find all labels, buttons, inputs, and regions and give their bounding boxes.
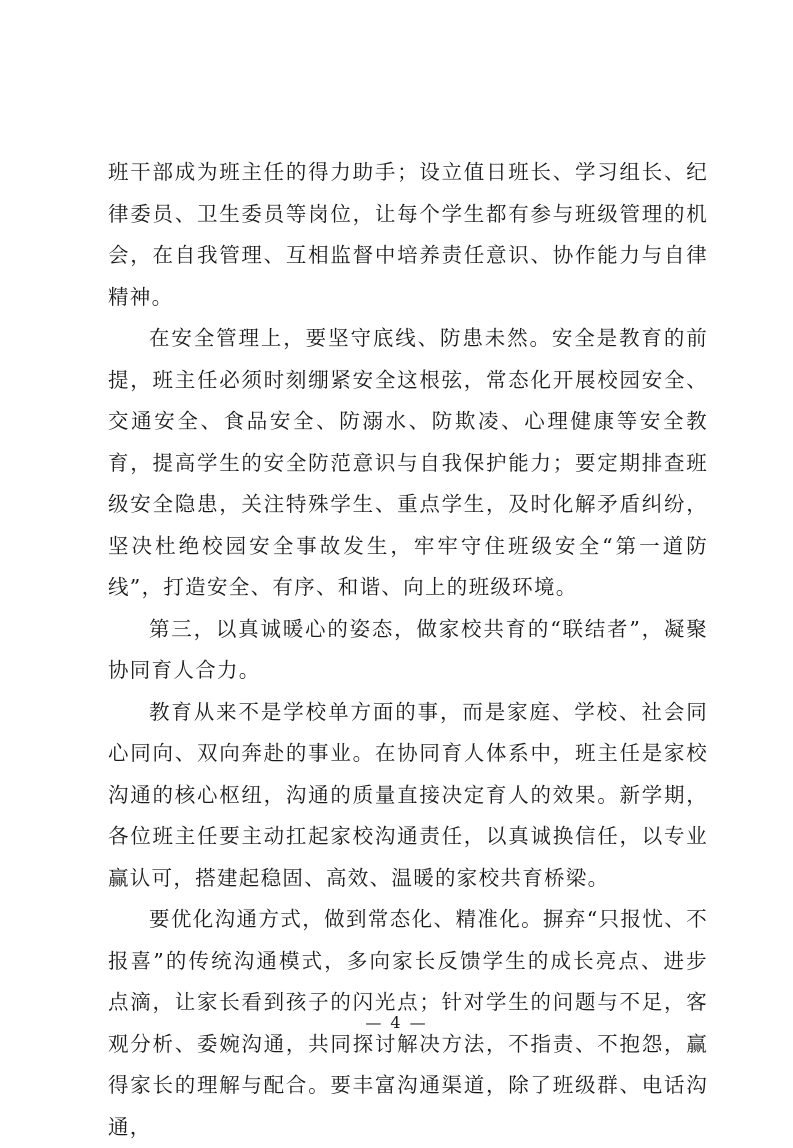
paragraph-1: 班干部成为班主任的得力助手；设立值日班长、学习组长、纪律委员、卫生委员等岗位，让每个学生都有参与班级管理的机会，在自我管理、互相监督中培养责任意识、协作能力与自律精神。 bbox=[108, 160, 708, 309]
paragraph-2: 在安全管理上，要坚守底线、防患未然。安全是教育的前提，班主任必须时刻绷紧安全这根弦，常态化开展校园安全、交通安全、食品安全、防溺水、防欺凌、心理健康等安全教育，提高学生的安全防范意识与自我保护能力；要定期排查班级安全隐患，关注特殊学生、重点学生，及时化解矛盾纠纷，坚决杜绝校园安全事故发生，牢牢守住班级安全“第一道防线”，打造安全、有序、和谐、向上的班级环境。 bbox=[108, 326, 708, 599]
paragraph-4: 教育从来不是学校单方面的事，而是家庭、学校、社会同心同向、双向奔赴的事业。在协同育人体系中，班主任是家校沟通的核心枢纽，沟通的质量直接决定育人的效果。新学期，各位班主任要主动扛起家校沟通责任，以真诚换信任，以专业赢认可，搭建起稳固、高效、温暖的家校共育桥梁。 bbox=[108, 699, 708, 890]
page-number: — 4 — bbox=[365, 1013, 428, 1032]
paragraph-3: 第三，以真诚暖心的姿态，做家校共育的“联结者”，凝聚协同育人合力。 bbox=[108, 616, 708, 682]
paragraph-5: 要优化沟通方式，做到常态化、精准化。摒弃“只报忧、不报喜”的传统沟通模式，多向家长反馈学生的成长亮点、进步点滴，让家长看到孩子的闪光点；针对学生的问题与不足，客观分析、委婉沟通，共同探讨解决方法，不指责、不抱怨，赢得家长的理解与配合。要丰富沟通渠道，除了班级群、电话沟通， bbox=[108, 907, 708, 1139]
document-body bbox=[108, 152, 708, 1148]
